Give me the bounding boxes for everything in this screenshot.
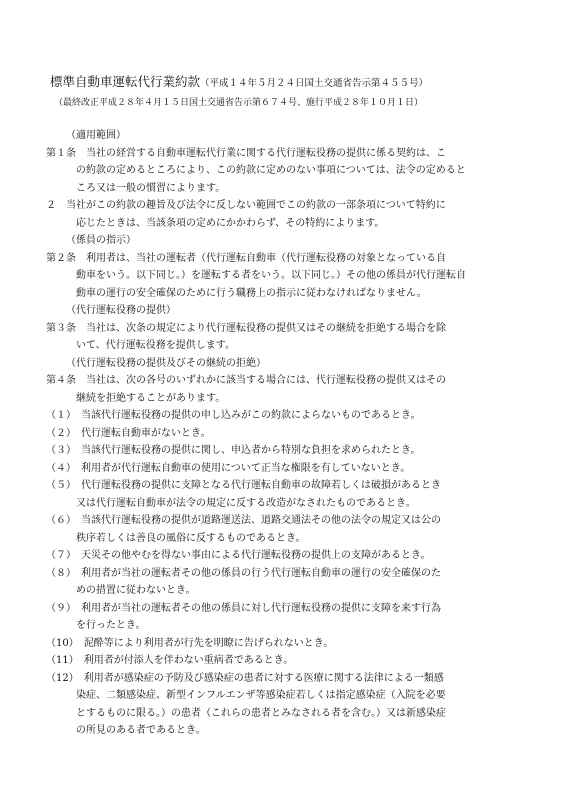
article-caption: （係員の指示） [66, 235, 136, 246]
list-item-line: （３） 当該代行運転役務の提供に関し、申込者から特別な負担を求められたとき。 [46, 445, 421, 456]
list-item-line: 又は代行運転自動車が法令の規定に反する改造がなされたものであるとき。 [76, 497, 416, 509]
title-main: 標準自動車運転代行業約款 [50, 74, 201, 89]
list-item-line: の所見のある者であるとき。 [76, 725, 206, 736]
list-item-line: （１） 当該代行運転役務の提供の申し込みがこの約款によらないものであるとき。 [46, 410, 421, 421]
list-item-line: （10） 泥酔等により利用者が行先を明瞭に告げられないとき。 [46, 637, 334, 649]
list-item-line: （６） 当該代行運転役務の提供が道路運送法、道路交通法その他の法令の規定又は公の [46, 515, 441, 526]
list-item-line: （12） 利用者が感染症の予防及び感染症の患者に対する医療に関する法律による一類感 [46, 672, 444, 684]
article-caption: （適用範囲） [66, 130, 126, 141]
list-item-line: （９） 利用者が当社の運転者その他の係員に対し代行運転役務の提供に支障を来す行為 [46, 602, 441, 614]
list-item-line: （２） 代行運転自動車がないとき。 [46, 427, 211, 439]
article-line: ころ又は一般の慣習によります。 [76, 182, 226, 194]
article-caption: （代行運転役務の提供） [66, 305, 176, 316]
list-item-line: （４） 利用者が代行運転自動車の使用について正当な権限を有していないとき。 [46, 462, 411, 474]
list-item-line: を行ったとき。 [76, 620, 146, 631]
article-caption: （代行運転役務の提供及びその継続の拒絶） [66, 357, 266, 369]
article-line: の約款の定めるところにより、この約款に定めのない事項については、法令の定めると [76, 165, 466, 176]
article-line: 第４条 当社は、次の各号のいずれかに該当する場合には、代行運転役務の提供又はその [46, 375, 446, 386]
article-line: 第１条 当社の経営する自動車運転代行業に関する代行運転役務の提供に係る契約は、こ [46, 147, 446, 159]
list-item-line: （７） 天災その他やむを得ない事由による代行運転役務の提供上の支障があるとき。 [46, 550, 431, 561]
list-item-line: （11） 利用者が付添人を伴わない重病者であるとき。 [46, 655, 294, 666]
list-item-line: 秩序若しくは善良の風俗に反するものであるとき。 [76, 532, 306, 544]
article-line: 動車をいう。以下同じ。）を運転する者をいう。以下同じ。）その他の係員が代行運転自 [76, 270, 466, 281]
article-line: 第３条 当社は、次条の規定により代行運転役務の提供又はその継続を拒絶する場合を除 [46, 322, 446, 334]
article-line: ２ 当社がこの約款の趣旨及び法令に反しない範囲でこの約款の一部条項について特約に [46, 200, 446, 211]
list-item-line: 染症、二類感染症、新型インフルエンザ等感染症若しくは指定感染症（入院を必要 [76, 690, 446, 701]
article-line: 継続を拒絶することがあります。 [76, 392, 226, 404]
list-item-line: （８） 利用者が当社の運転者その他の係員の行う代行運転自動車の運行の安全確保のた [46, 567, 441, 579]
list-item-line: めの措置に従わないとき。 [76, 585, 196, 596]
list-item-line: とするものに限る。）の患者（これらの患者とみなされる者を含む。）又は新感染症 [76, 707, 446, 719]
document-body [46, 127, 522, 740]
revision-note: （最終改正平成２８年４月１５日国土交通省告示第６７４号、施行平成２８年１０月１日） [54, 98, 424, 108]
article-line: 応じたときは、当該条項の定めにかかわらず、その特約によります。 [76, 217, 385, 229]
article-line: 動車の運行の安全確保のために行う職務上の指示に従わなければなりません。 [76, 287, 427, 299]
article-line: 第２条 利用者は、当社の運転者（代行運転自動車（代行運転役務の対象となっている自 [46, 252, 446, 264]
list-item-line: （５） 代行運転役務の提供に支障となる代行運転自動車の故障若しくは破損があるとき [46, 480, 441, 491]
title-notice: （平成１４年５月２４日国土交通省告示第４５５号） [200, 78, 429, 89]
article-line: いて、代行運転役務を提供します。 [76, 340, 235, 351]
document-title [50, 74, 522, 92]
